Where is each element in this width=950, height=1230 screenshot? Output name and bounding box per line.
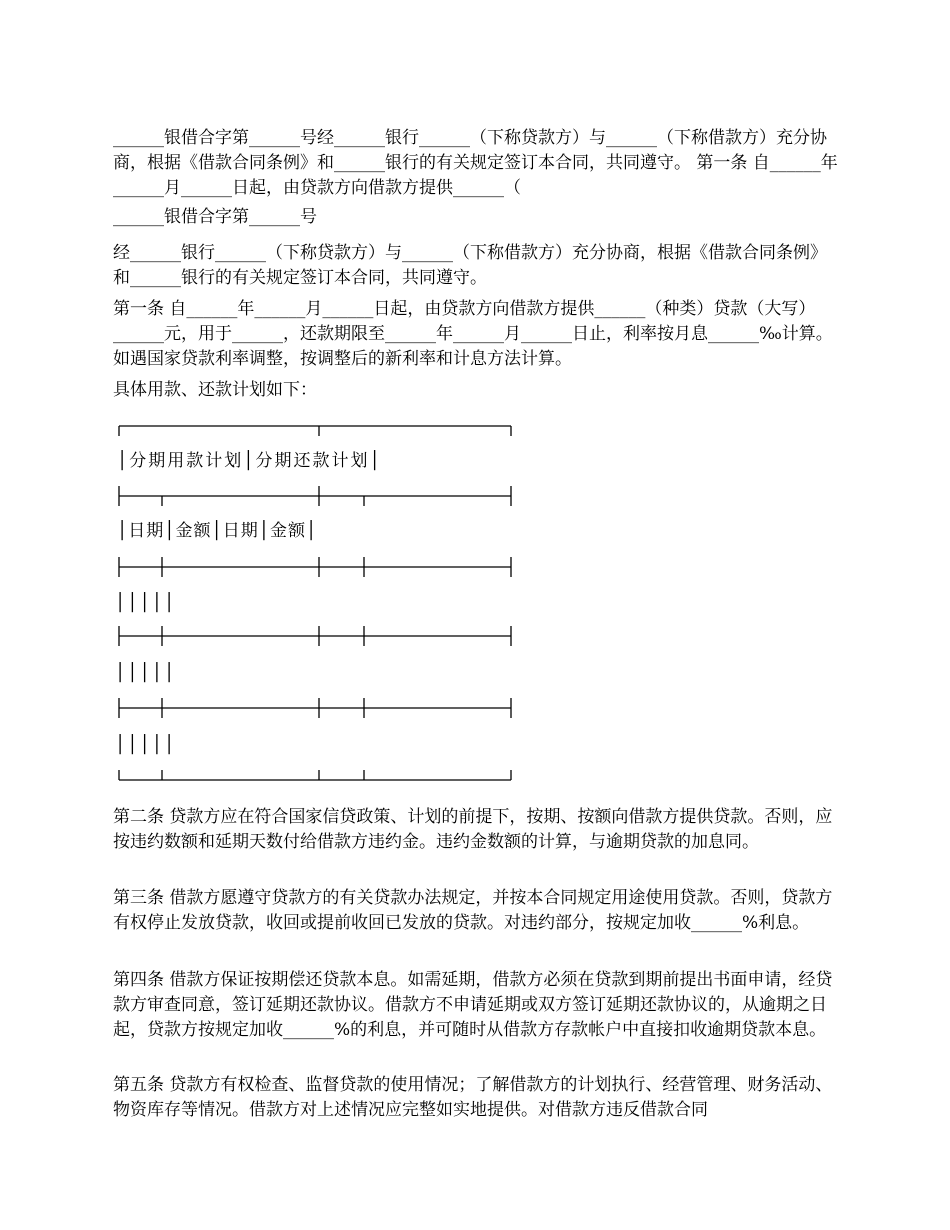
table-divider-3 — [113, 622, 513, 650]
table-divider-2 — [113, 553, 513, 581]
table-border-bottom — [113, 764, 513, 792]
table-divider-4 — [113, 694, 513, 722]
table-row: │││││ — [115, 735, 177, 755]
article-2: 第二条 贷款方应在符合国家信贷政策、计划的前提下，按期、按额向借款方提供贷款。否则，应按违约数额和延期天数付给借款方违约金。违约金数额的计算，与逾期贷款的加息同。 — [113, 807, 833, 852]
contract-number-line: ______银借合字第______号 — [113, 207, 317, 227]
article-4: 第四条 借款方保证按期偿还贷款本息。如需延期，借款方必须在贷款到期前提出书面申请，经贷款方审查同意，签订延期还款协议。借款方不申请延期或双方签订延期还款协议的，从逾期之日起，贷款方按规定加收______%的利息，并可随时从借款方存款帐户中直接扣收逾期贷款本息。 — [113, 970, 833, 1040]
table-column-row: │日期│金额│日期│金额│ — [117, 521, 318, 541]
table-border-top — [113, 416, 513, 444]
table-divider-1 — [113, 482, 513, 510]
table-row: │││││ — [115, 663, 177, 683]
table-row: │││││ — [115, 593, 177, 613]
article-1: 第一条 自______年______月______日起，由贷款方向借款方提供______（种类）贷款（大写）______元，用于______，还款期限至______年______月______日止，利率按月息______‰计算。如遇国家贷款利率调整，按调整后的新利率和计息方法计算。 — [113, 299, 833, 369]
parties-paragraph: 经______银行______（下称贷款方）与______（下称借款方）充分协商，根据《借款合同条例》和______银行的有关规定签订本合同，共同遵守。 — [113, 243, 827, 288]
intro-paragraph: ______银借合字第______号经______银行______（下称贷款方）与______（下称借款方）充分协商，根据《借款合同条例》和______银行的有关规定签订本合同，共同遵守。 第一条 自______年______月______日起，由贷款方向借款方提供______（ — [113, 128, 838, 198]
schedule-intro: 具体用款、还款计划如下： — [113, 380, 317, 400]
article-3: 第三条 借款方愿遵守贷款方的有关贷款办法规定，并按本合同规定用途使用贷款。否则，贷款方有权停止发放贷款，收回或提前收回已发放的贷款。对违约部分，按规定加收______%利息。 — [113, 888, 833, 933]
table-header-row: │分期用款计划│分期还款计划│ — [117, 451, 382, 471]
article-5: 第五条 贷款方有权检查、监督贷款的使用情况；了解借款方的计划执行、经营管理、财务活动、物资库存等情况。借款方对上述情况应完整如实地提供。对借款方违反借款合同 — [113, 1075, 833, 1120]
